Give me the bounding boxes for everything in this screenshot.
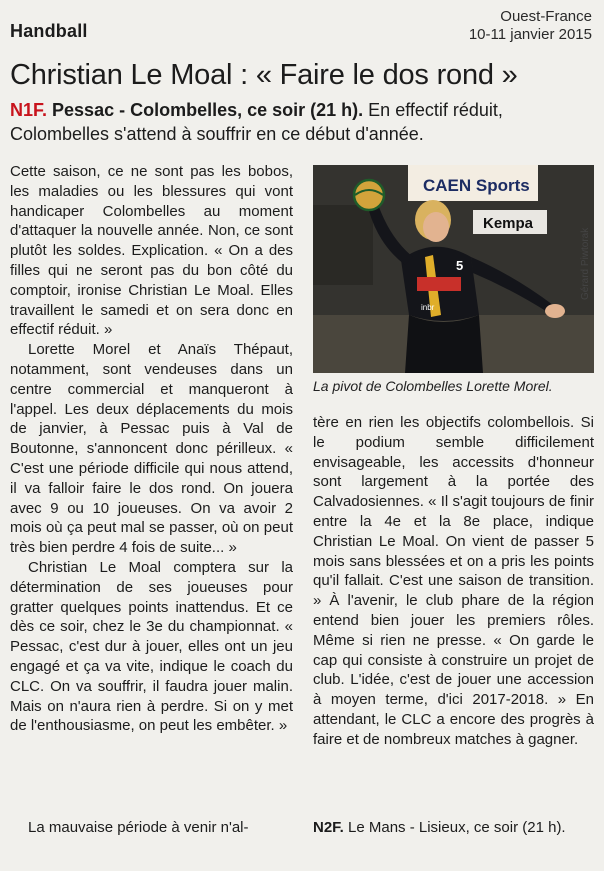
sponsor-text: Kempa [483,215,534,232]
article-headline: Christian Le Moal : « Faire le dos rond » [10,59,518,91]
jersey-number: 5 [456,258,464,273]
article-column-right [313,413,594,750]
handball-ball [354,180,384,210]
paragraph: Cette saison, ce ne sont pas les bobos, les maladies ou les blessures qui vont handicaper Colombelles au moment d'attaquer la nouvelle année. Non, ce sont plutôt les soldes. Explication. « On a des filles qui ne seront pas du bon côté du comptoir, ironise Christian Le Moal. Elles travaillent le samedi et on sera donc en effectif réduit. » [10,163,293,339]
publication-date: 10-11 janvier 2015 [468,26,592,43]
jersey-text: inbr [421,303,435,312]
standfirst-text: En effectif réduit, Colombelles s'attend à souffrir en ce début d'année. [10,100,503,144]
section-rubric: Handball [10,21,88,41]
paragraph: Christian Le Moal comptera sur la détermination de ses joueuses pour gratter quelques points inattendus. Et ce dès ce soir, chez le 3e du championnat. « Pessac, c'est dur à jouer, elles ont un jeu engagé et ça va vite, indique le coach du CLC. On va souffrir, il faudra jouer malin. Mais on n'aura rien à perdre. Si on y met de l'enthousiasme, on peut les embêter. » [10,558,293,735]
handball-player-illustration [313,165,594,373]
banner-text: CAEN Sports [423,176,530,195]
paragraph: La mauvaise période à venir n'al- [28,819,249,836]
player-face [423,212,449,242]
article-photo [313,165,594,373]
paragraph: Lorette Morel et Anaïs Thépaut, notamment, sont vendeuses dans un centre commercial et manqueront à l'appel. Les deux déplacements du mois de janvier, à Pessac puis à Val de Boutonne, s'annoncent donc périlleux. « C'est une période difficile qui nous attend, il va falloir faire le dos rond. On jouera avec 9 ou 10 joueuses. On va avoir 2 mois où ça peut mal se passer, où on peut très bien perdre 4 fois de suite... » [10,341,293,557]
article-standfirst [10,98,595,146]
source-block [469,8,592,44]
player-shorts [405,315,483,373]
photo-caption: La pivot de Colombelles Lorette Morel. [313,378,553,394]
division-tag: N1F. [10,100,48,120]
newspaper-name: Ouest-France [500,8,592,25]
brief-n2f [313,818,598,838]
match-info: Pessac - Colombelles, ce soir (21 h). [52,100,364,120]
article-continuation [10,818,293,838]
division-tag: N2F. [313,819,344,836]
article-column-left [10,162,293,736]
photo-credit: Gérard Piwtorak [580,227,591,300]
paragraph: tère en rien les objectifs colombellois. Si le podium semble difficilement envisageable, les accessits d'honneur sont largement à la portée des Calvadosiennes. « Il s'agit toujours de finir entre la 4e et la 8e place, indique Christian Le Moal. On vient de passer 5 mois sans blessées et on a pris les points qu'il fallait. C'est une saison de transition. » À l'avenir, le club phare de la région entend bien jouer les premiers rôles. Même si rien ne presse. « On garde le cap qui consiste à construire un projet de club. L'idée, c'est de jouer une accession à moyen terme, d'ici 2017-2018. » En attendant, le CLC a encore des progrès à faire et de nombreux matches à gagner. [313,414,594,748]
brief-text: Le Mans - Lisieux, ce soir (21 h). [348,819,566,836]
